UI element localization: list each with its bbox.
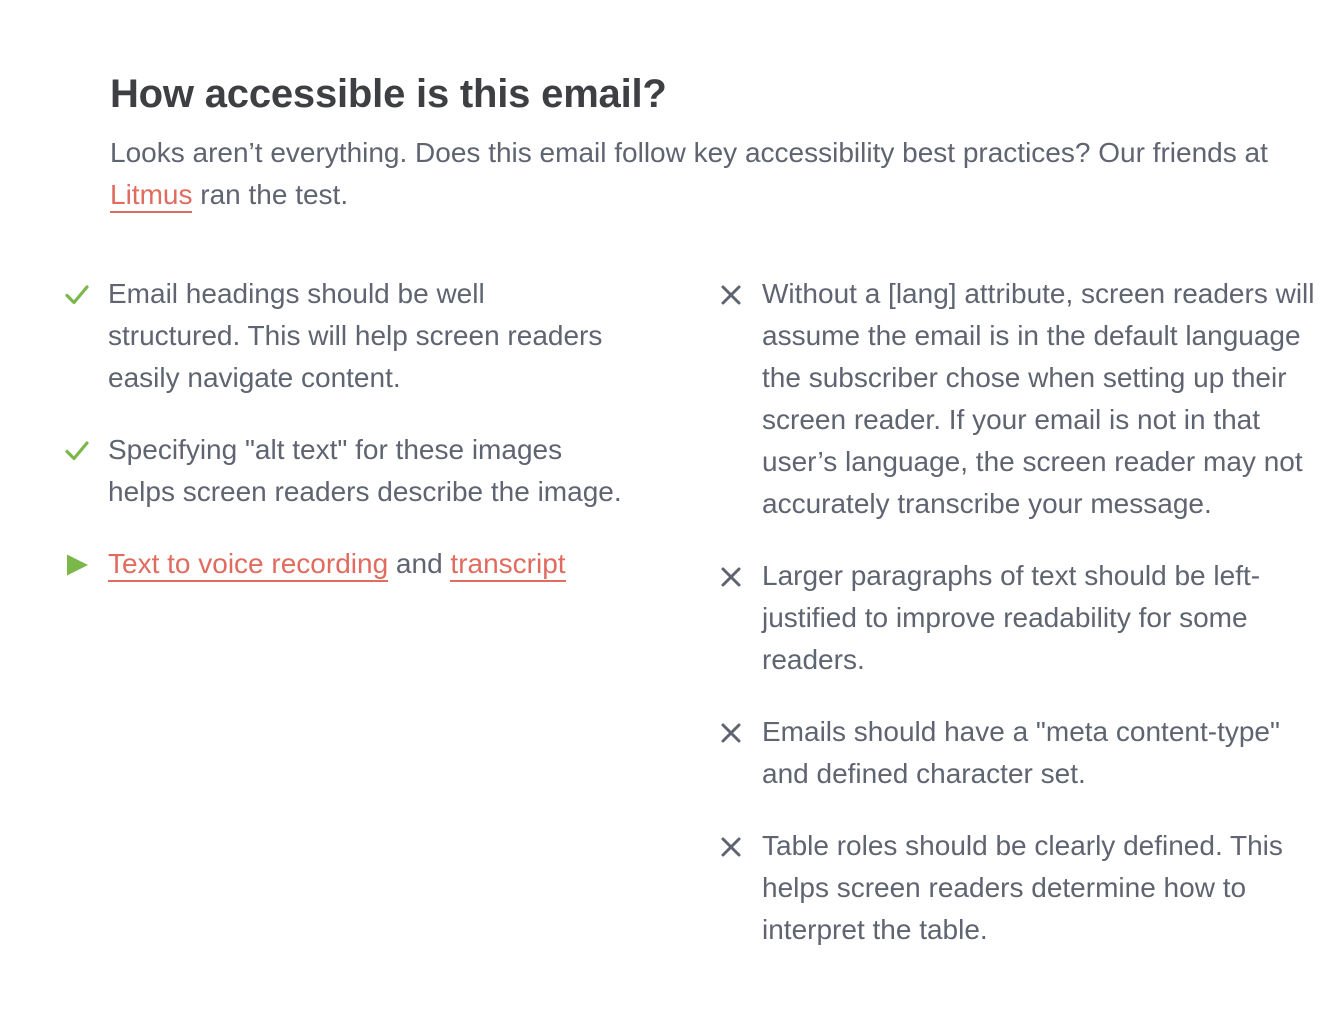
audio-item bbox=[64, 543, 624, 585]
text-to-voice-recording-link[interactable]: Text to voice recording bbox=[108, 548, 388, 582]
audio-joiner-text: and bbox=[388, 548, 451, 579]
x-icon bbox=[718, 834, 744, 860]
x-icon bbox=[718, 564, 744, 590]
page-title: How accessible is this email? bbox=[110, 72, 667, 116]
failed-check-item bbox=[718, 711, 1318, 795]
play-icon[interactable] bbox=[64, 552, 90, 578]
failed-check-text: Without a [lang] attribute, screen readers will assume the email is in the default language the subscriber chose when setting up their screen reader. If your email is not in that user’s language, the screen reader may not accurately transcribe your message. bbox=[762, 278, 1315, 519]
litmus-link[interactable]: Litmus bbox=[110, 179, 192, 213]
intro-text-start: Looks aren’t everything. Does this email follow key accessibility best practices? Our friends at bbox=[110, 137, 1268, 168]
failed-check-item bbox=[718, 273, 1318, 525]
passed-checks-list bbox=[64, 273, 624, 615]
intro-text-end: ran the test. bbox=[192, 179, 349, 210]
x-icon bbox=[718, 282, 744, 308]
passed-check-item bbox=[64, 429, 624, 513]
header bbox=[110, 70, 1270, 216]
failed-check-text: Larger paragraphs of text should be left-justified to improve readability for some readers. bbox=[762, 560, 1261, 675]
passed-check-text: Email headings should be well structured. This will help screen readers easily navigate content. bbox=[108, 278, 603, 393]
x-icon bbox=[718, 720, 744, 746]
failed-checks-list bbox=[718, 273, 1318, 981]
check-icon bbox=[64, 282, 90, 308]
passed-check-item bbox=[64, 273, 624, 399]
failed-check-text: Emails should have a "meta content-type" and defined character set. bbox=[762, 716, 1280, 789]
failed-check-text: Table roles should be clearly defined. This helps screen readers determine how to interpret the table. bbox=[762, 830, 1283, 945]
check-icon bbox=[64, 438, 90, 464]
passed-check-text: Specifying "alt text" for these images helps screen readers describe the image. bbox=[108, 434, 622, 507]
transcript-link[interactable]: transcript bbox=[450, 548, 565, 582]
failed-check-item bbox=[718, 825, 1318, 951]
failed-check-item bbox=[718, 555, 1318, 681]
intro-text bbox=[110, 132, 1270, 216]
